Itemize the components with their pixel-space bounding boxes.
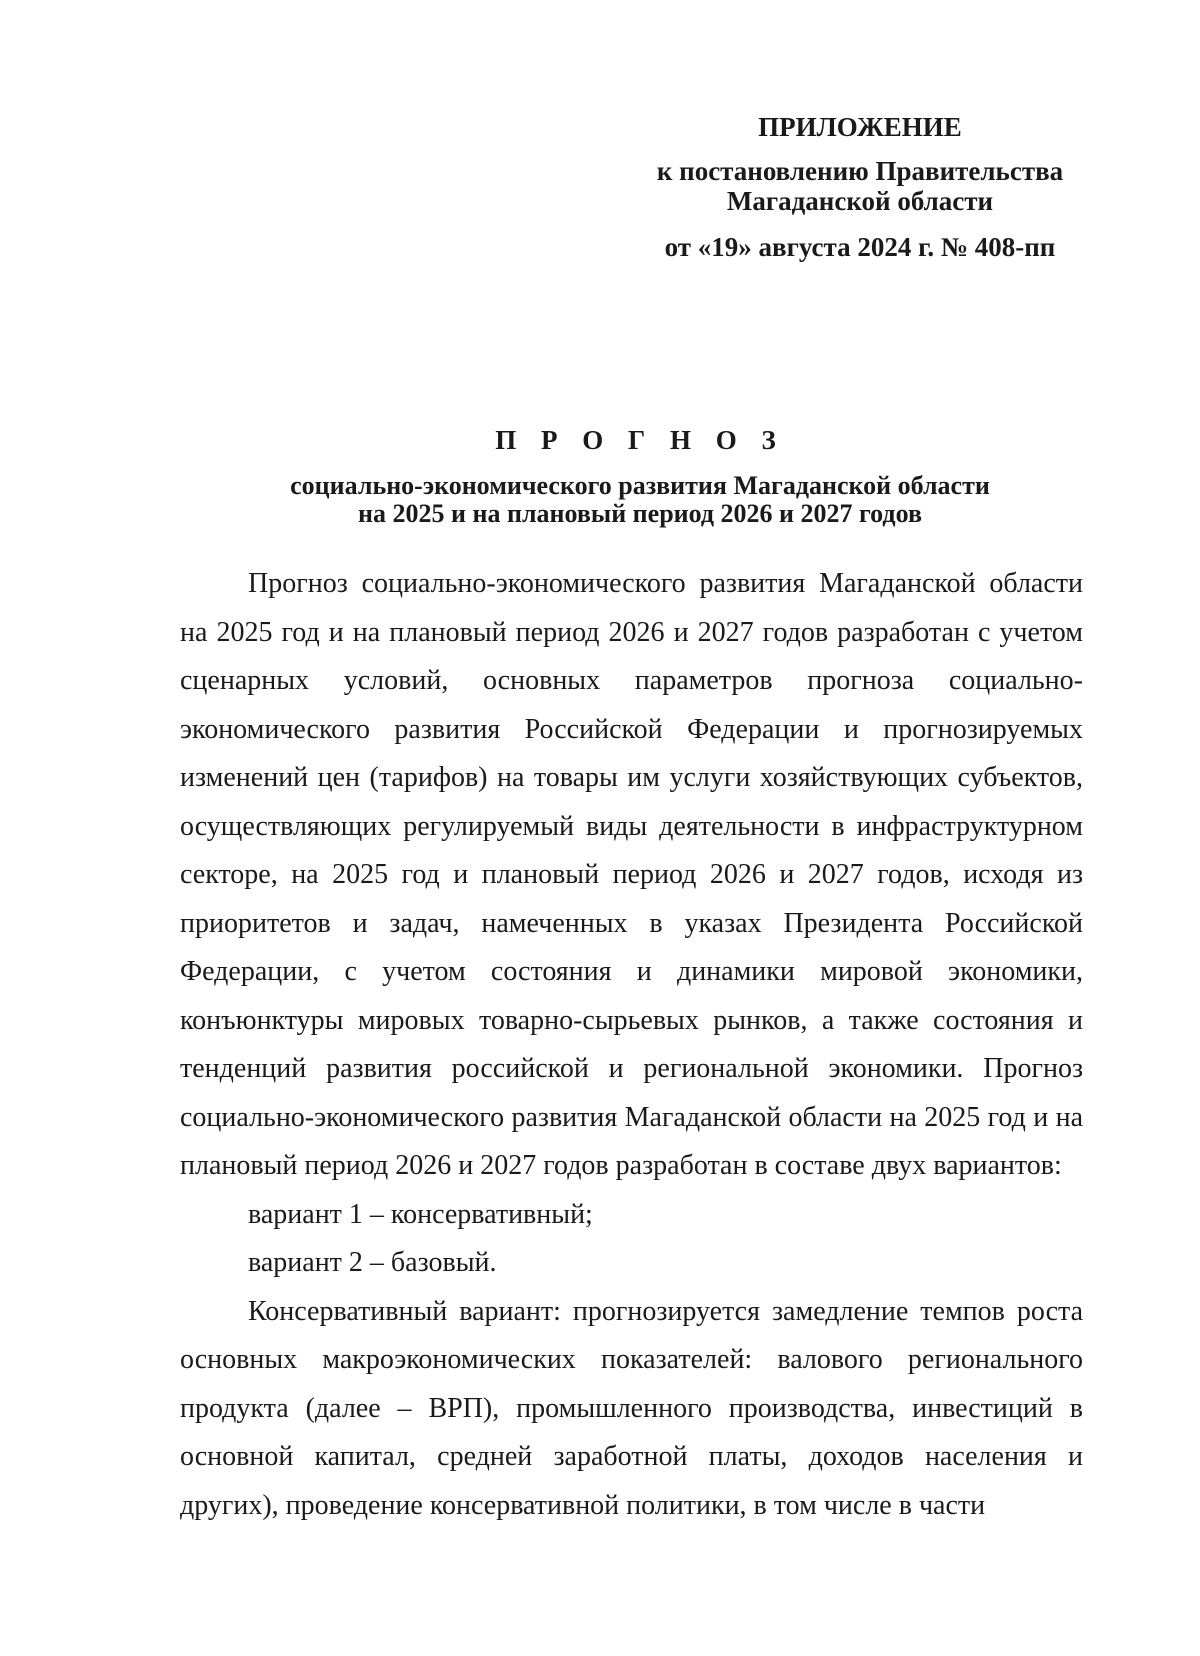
variant-2-item: вариант 2 – базовый. bbox=[248, 1247, 497, 1278]
appendix-line-2: Магаданской области bbox=[726, 186, 994, 216]
appendix-line-1: к постановлению Правительства bbox=[656, 156, 1064, 186]
document-subtitle-line-2: на 2025 и на плановый период 2026 и 2027 годов bbox=[358, 499, 922, 528]
document-title-block bbox=[180, 425, 1100, 528]
body-paragraph-1: Прогноз социально-экономического развития Магаданской области на 2025 год и на плановый период 2026 и 2027 годов разработан с учетом сценарных условий, основных параметров прогноза социально-экономического развития Российской Федерации и прогнозируемых изменений цен (тарифов) на товары им услуги хозяйствующих субъектов, осуществляющих регулируемый виды деятельности в инфраструктурном секторе, на 2025 год и плановый период 2026 и 2027 годов, исходя из приоритетов и задач, намеченных в указах Президента Российской Федерации, с учетом состояния и динамики мировой экономики, конъюнктуры мировых товарно-сырьевых рынков, а также состояния и тенденций развития российской и региональной экономики. Прогноз социально-экономического развития Магаданской области на 2025 год и на плановый период 2026 и 2027 годов разработан в составе двух вариантов: bbox=[180, 568, 1083, 1181]
document-body bbox=[180, 560, 1083, 1530]
appendix-date: от «19» августа 2024 г. № 408-пп bbox=[664, 232, 1056, 262]
document-title: П Р О Г Н О З bbox=[495, 425, 785, 455]
body-paragraph-2: Консервативный вариант: прогнозируется замедление темпов роста основных макроэкономических показателей: валового регионального продукта (далее – ВРП), промышленного производства, инвестиций в основной капитал, средней заработной платы, доходов населения и других), проведение консервативной политики, в том числе в части bbox=[180, 1295, 1083, 1521]
appendix-header bbox=[640, 112, 1080, 262]
variant-1-item: вариант 1 – консервативный; bbox=[248, 1198, 593, 1230]
appendix-title: ПРИЛОЖЕНИЕ bbox=[758, 112, 962, 142]
document-subtitle-line-1: социально-экономического развития Магаданской области bbox=[290, 471, 990, 500]
